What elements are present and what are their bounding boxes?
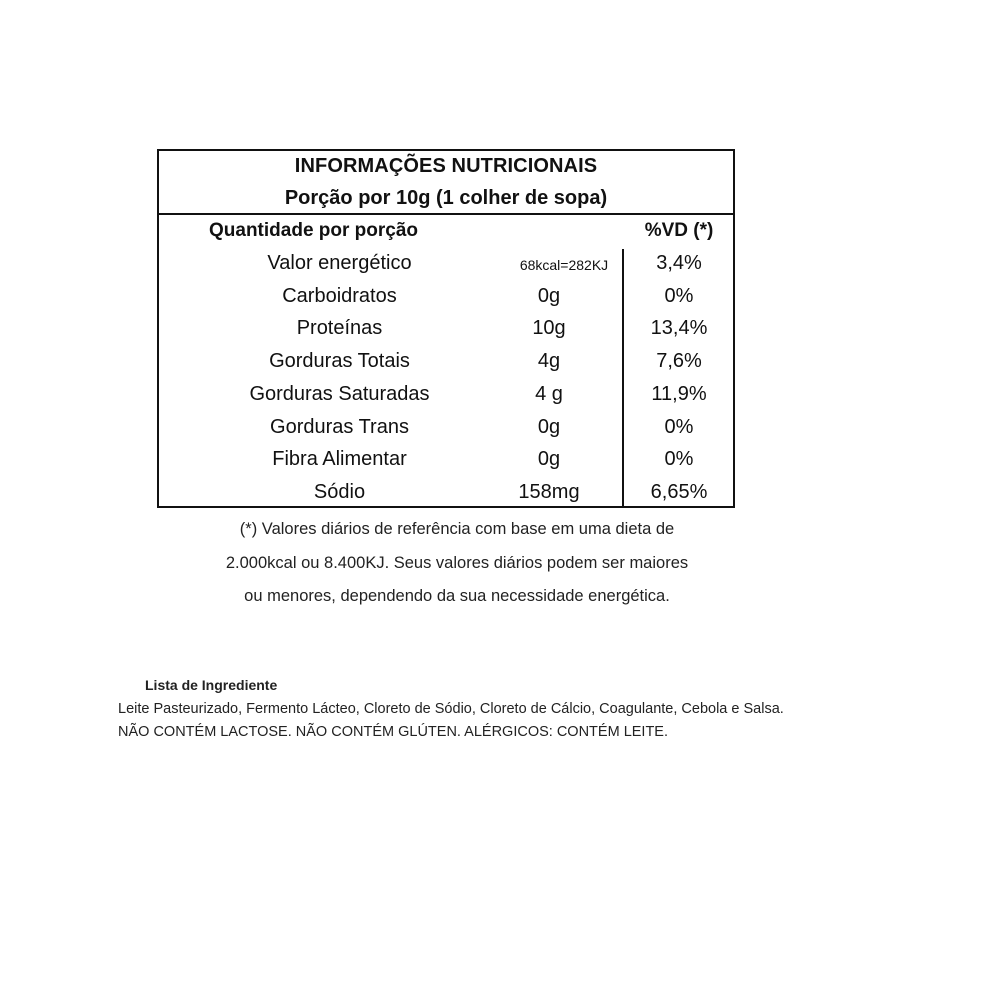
- quantity-per-serving-header: Quantidade por porção: [209, 220, 419, 241]
- nutrient-quantity: 0g: [537, 284, 561, 307]
- nutrient-quantity: 0g: [537, 415, 561, 438]
- nutrient-quantity: 4g: [537, 350, 561, 373]
- serving-size: Porção por 10g (1 colher de sopa): [284, 187, 608, 209]
- nutrient-row-trans-fat: [159, 414, 733, 447]
- nutrient-daily-value: 7,6%: [656, 350, 702, 373]
- nutrient-row-saturated-fat: [159, 381, 733, 414]
- nutrient-daily-value: 11,9%: [651, 382, 707, 405]
- nutrient-row-proteins: [159, 315, 733, 348]
- nutrient-name: Proteínas: [296, 317, 383, 340]
- nutrient-quantity: 158mg: [518, 480, 580, 503]
- nutrient-row-sodium: [159, 479, 733, 512]
- allergen-warning: NÃO CONTÉM LACTOSE. NÃO CONTÉM GLÚTEN. ALÉRGICOS: CONTÉM LEITE.: [118, 724, 669, 740]
- footnote-line: 2.000kcal ou 8.400KJ. Seus valores diários podem ser maiores: [225, 553, 689, 572]
- nutrient-daily-value: 3,4%: [656, 252, 702, 274]
- daily-value-header: %VD (*): [644, 220, 714, 241]
- nutrient-daily-value: 0%: [664, 284, 694, 307]
- nutrient-name: Fibra Alimentar: [272, 448, 407, 471]
- ingredients-title: Lista de Ingrediente: [145, 677, 278, 693]
- nutrient-quantity: 4 g: [535, 382, 563, 405]
- nutrient-daily-value: 6,65%: [650, 480, 708, 503]
- nutrient-row-energy: [159, 250, 733, 283]
- nutrient-daily-value: 13,4%: [650, 317, 708, 340]
- nutrition-title: INFORMAÇÕES NUTRICIONAIS: [294, 155, 598, 177]
- nutrient-row-total-fat: [159, 348, 733, 381]
- column-header-row: [159, 220, 733, 250]
- nutrient-quantity: 10g: [532, 317, 566, 340]
- nutrition-facts-table: [157, 149, 735, 508]
- nutrient-name: Sódio: [313, 480, 366, 503]
- nutrient-row-carbohydrates: [159, 283, 733, 316]
- nutrition-table-header: [159, 151, 733, 215]
- footnote-line: (*) Valores diários de referência com base em uma dieta de: [239, 520, 675, 538]
- nutrient-name: Gorduras Totais: [269, 350, 410, 373]
- daily-values-footnote: [157, 513, 757, 614]
- nutrient-name: Gorduras Trans: [270, 415, 409, 438]
- nutrient-row-dietary-fiber: [159, 446, 733, 479]
- nutrient-name: Carboidratos: [282, 284, 397, 307]
- nutrient-daily-value: 0%: [664, 415, 694, 438]
- nutrient-name: Valor energético: [267, 252, 412, 274]
- nutrient-daily-value: 0%: [664, 448, 694, 471]
- nutrient-name: Gorduras Saturadas: [249, 382, 430, 405]
- ingredients-list: Leite Pasteurizado, Fermento Lácteo, Cloreto de Sódio, Cloreto de Cálcio, Coagulante, Cebola e Salsa.: [118, 701, 784, 717]
- footnote-line: ou menores, dependendo da sua necessidade energética.: [244, 587, 670, 605]
- nutrient-quantity: 0g: [537, 448, 561, 471]
- nutrient-quantity: 68kcal=282KJ: [519, 257, 609, 273]
